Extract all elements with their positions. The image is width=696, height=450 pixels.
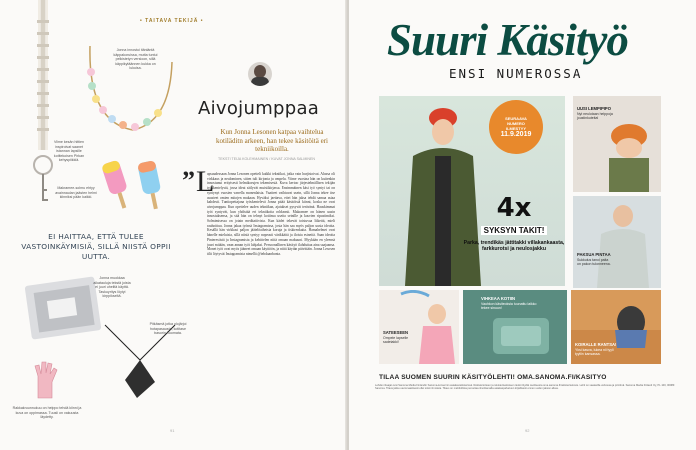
tile-hat-title: UUSI LEMPIPIPO	[577, 106, 611, 111]
tile-sweater	[573, 196, 661, 288]
author-photo	[248, 62, 272, 86]
left-page	[0, 0, 347, 450]
badge-line3: ILMESTYY	[505, 126, 526, 131]
tile-pillow	[463, 290, 567, 364]
article-body: apsuudessaan Jonna Lesonen opetteli kaikki tekniikat, jotka vain hurjistoivat. Alussa oli virkkaus ja neulominen, sitten tuli kirjonta ja ompelu. Viime vuosina hän on kuitenkin innostunut erityisesti helmikorujen tekemisestä. Kuva kertoo järjestelmällisen tekijän työskentelystä, jossa ideat säilyvät muistikirjassa. Ensimmäinen käsi työ syntyi tai on syntynyt vuosien varrella monenlaisia. Vaatteet vaihtuvat usein, sillä Jonna tekee itse asusteet omien mitojen mukaan. Hyväksi jaettava, ettei hän jaksa tehdä samaa asiaa kahdesti. Tuntiopettajana työskentelevä Jonna pitää käsitöistä kiinni, koska ne ovat aivojumppaa. Kun opettelee uuden tekniikan, ajatukset pysyvät terävänä. Hauskimmat työt syntyvät, kun yhdistää eri tekniikoita rohkeasti. Makramee on hänen uusin innostuksensa, ja sitä hän on tehnyt kotiinsa useita seinille ja kasvien ripustimiksi. Solmimisessa on jotain meditatiivista. Kun kädet tekevät toistuvaa liikettä, mieli rauhoittuu. Jonna jakaa työnsä Instagramissa, josta hän saa myös paljon uusia ideoita. Kesällä hän virkkasi paljon jäätelöaiheisia koruja ja tiskirenkaita. Hamahelmet ovat hänelle mieluisia, sillä niistä syntyy nopeasti värikkäitä ja iloisia esineitä. Saan ideoita Pinterestistä ja Instagramista ja kehittelen niitä omaan makuuni. Myykään en yleensä juuri mitään, vaan annan työt lahjaksi. Persoonallinen käsityö ilahduttaa aina saajaansa. Monet työt ovat myös jääneet omaan käyttöön, ja niitä käytän päivittäin. Jonna Lesosen tilit löytyvät Instagramista nimellä @tehdaanbonta.	[207, 172, 335, 256]
promo-block	[459, 193, 569, 253]
tile-sweater-text: Sukkulus tanoi paita on pakon tulonneena.	[577, 258, 611, 267]
fineprint: Lehden tilaajat ovat Sanoma Media Finlandin Sanoma-konsernin asiakasrekisterissä. Rekisteriotteen ja rekisteriselosteen tiedot löydät osoitteesta oma.sanoma.fi/rekisteriseloste. Lehti on saatavilla verkossa ja printtinä. Sanoma Media Finland Oy, PL 100, 00089 Sanoma. Tilaus jatkuu automaattisesti ellei toisin ilmoiteta. Tilaus on mahdollista peruuttaa ilmoittamalla asiakaspalveluun kirjallisesti ennen uuden jakson alkua.	[375, 384, 675, 391]
article-headline: Aivojumppaa	[198, 98, 320, 119]
pull-quote: EI HAITTAA, ETTÄ TULEE VASTOINKÄYMISIÄ, SILLÄ NIISTÄ OPPII UUTTA.	[21, 232, 171, 261]
tile-hat	[573, 96, 661, 192]
quote-mark: ”	[182, 166, 195, 195]
macrame-keychain-image	[28, 0, 58, 230]
section-label: • TAITAVA TEKIJÄ •	[140, 18, 204, 24]
sweater-illustration	[573, 196, 661, 288]
left-page-number: 91	[170, 428, 175, 433]
badge-date: 11.9.2019	[500, 131, 532, 138]
promo-text: Parka, trendikäs jättitakki villakankaasta, farkkurotsi ja neulosjakku	[463, 240, 565, 253]
promo-title: SYKSYN TAKIT!	[481, 226, 548, 235]
badge-line2: NUMERO	[507, 121, 525, 126]
tile-hat-text: Nyt neulotaan helppoja joustinkuteita!	[577, 112, 613, 121]
subscribe-line: TILAA SUOMEN SUURIN KÄSITYÖLEHTI! OMA.SANOMA.FI/KASITYO	[379, 374, 607, 381]
rope-caption: Makramee-solmu ehtyy avainnaulan jaästen helmi kiinniksi pään kaikki.	[55, 186, 97, 200]
pendant-caption: Pitkäsmä jotka olojärjoi hotapasausta, kotitase basorin huomata.	[149, 322, 187, 336]
notebook-caption: Jonna muokkaa aikatauluja tekstä joista ei juuri uheiltä käyttä. Taskuyritys löytyi kirppikseltä.	[93, 276, 131, 299]
right-page-number: 92	[525, 428, 530, 433]
popsicles-caption: Viime kesän hittien inspiroivat saanet istannan lapsille kotitekoisen Pirkan kehyspiikkiä.	[53, 140, 85, 163]
tile-apron-text: Ompele lapselle sadetakki!	[383, 336, 409, 345]
badge-line1: SEURAAVA	[505, 116, 527, 121]
popsicle-earrings-image	[88, 140, 184, 240]
promo-big: 4x	[496, 193, 532, 223]
tile-sweater-title: PAKSUA PINTAA	[577, 252, 611, 257]
tile-dog	[571, 290, 661, 364]
apron-illustration	[379, 290, 459, 364]
masthead-subhead: ENSI NUMEROSSA	[449, 66, 583, 81]
tile-apron	[379, 290, 459, 364]
article-lead: Kun Jonna Lesonen katpaa vaihtelua kotiläditn arkeen, han tekee käsitöitä eri tekniikoilla.	[216, 128, 328, 153]
tile-dog-title: KOIRALLE RANTSA!	[575, 342, 617, 347]
necklace-caption: Jonna innostui itäniäntä käppakoruissa, mutta tuntui pelkistetyn versioon, sillä käppikytäännen kukka on lukuisa.	[113, 48, 158, 71]
crochet-glove-image	[30, 358, 62, 400]
right-page	[349, 0, 696, 450]
drop-cap: L	[196, 165, 215, 198]
tile-dog-text: Yksi kasva, lukea nii tyyli tyyliin kansassa.	[575, 348, 614, 357]
article-credits: TEKSTI TEIJA KOLEHMAINEN / KUVAT JONNA SALMINEN	[218, 157, 315, 161]
tile-pillow-title: VIHKEAA KOTIIN	[481, 296, 516, 301]
tile-pillow-text: Vauhkon käsiteoksia tuunattu laikko tekee sinuun!	[481, 302, 537, 311]
magazine-masthead: Suuri Käsityö	[387, 15, 628, 65]
tile-apron-title: SATEESEEN	[383, 330, 409, 335]
next-issue-badge	[489, 100, 543, 154]
glove-caption: Rakkakruunnukuu on helppo tehdä kiinni ja kuva on oppimassa. Tuusli on vakuusta läydetty.	[12, 406, 82, 420]
